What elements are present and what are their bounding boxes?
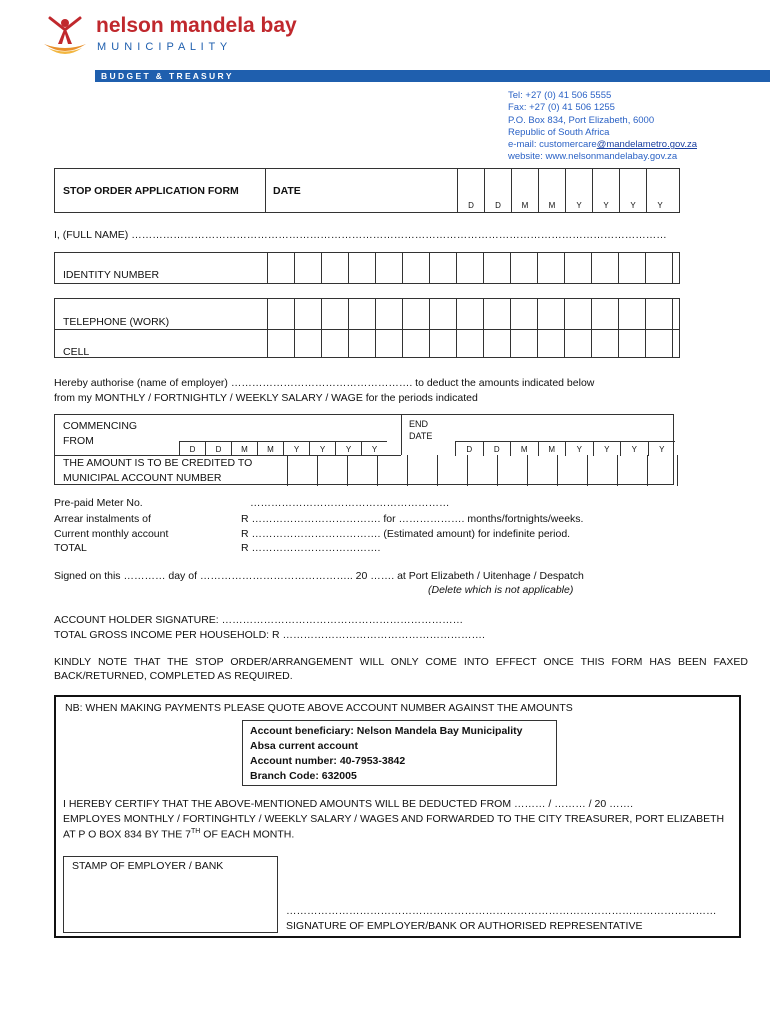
kindly-note-2: BACK/RETURNED, COMPLETED AS REQUIRED. [54,670,293,682]
commencing-cell[interactable]: Y [283,442,309,456]
prepaid-value[interactable]: ………………………………………………… [250,497,450,509]
credit-cells [287,455,707,486]
account-cell[interactable] [437,455,467,486]
municipality-logo [40,14,330,62]
date-cell[interactable]: D [457,169,484,212]
identity-cell[interactable] [267,253,294,283]
certify-line-2: EMPLOYES MONTHLY / FORTINGHTLY / WEEKLY SALARY / WAGES AND FORWARDED TO THE CITY TREASURER, PORT ELIZABETH [63,813,725,825]
phone-cell[interactable] [294,299,321,357]
contact-po-box: P.O. Box 834, Port Elizabeth, 6000 [508,114,655,126]
prepaid-label: Pre-paid Meter No. [54,497,143,509]
phone-cell[interactable] [429,299,456,357]
email-link[interactable]: @mandelametro.gov.za [596,139,697,151]
bank-name: Absa current account [250,740,358,752]
account-cell[interactable] [557,455,587,486]
phone-cell[interactable] [375,299,402,357]
date-cell[interactable]: D [484,169,511,212]
account-cell[interactable] [377,455,407,486]
phone-cell[interactable] [645,299,672,357]
logo-figure-icon [40,14,90,56]
full-name-line[interactable]: I, (FULL NAME) ……………………………………………………………………………………………………………………………………… [54,229,667,241]
payment-box [54,695,741,938]
commencing-label: COMMENCING FROM [63,420,138,447]
end-date-cell[interactable]: Y [565,442,593,456]
certify-line-1[interactable]: I HEREBY CERTIFY THAT THE ABOVE-MENTIONED AMOUNTS WILL BE DEDUCTED FROM ……… / ……… / 20 ……. [63,798,634,810]
contact-block [508,90,697,164]
end-date-cell[interactable]: M [510,442,538,456]
email-prefix: e-mail: customercare [508,139,597,151]
phone-cell[interactable] [537,299,564,357]
signed-line[interactable]: Signed on this ………… day of …………………………………….. 20 ……. at Port Elizabeth / Uitenhage / Despatch [54,570,584,582]
end-date-cell[interactable]: D [483,442,511,456]
identity-cell[interactable] [321,253,348,283]
title-divider [265,169,266,212]
commencing-cell[interactable]: D [179,442,205,456]
form-title: STOP ORDER APPLICATION FORM [63,185,239,197]
current-label: Current monthly account [54,528,169,540]
commencing-cell[interactable]: M [257,442,283,456]
account-cell[interactable] [617,455,647,486]
phone-cell[interactable] [672,299,699,357]
phone-cell[interactable] [267,299,294,357]
nb-note: NB: WHEN MAKING PAYMENTS PLEASE QUOTE ABOVE ACCOUNT NUMBER AGAINST THE AMOUNTS [65,702,573,714]
identity-cell[interactable] [537,253,564,283]
kindly-note-1: KINDLY NOTE THAT THE STOP ORDER/ARRANGEMENT WILL ONLY COME INTO EFFECT ONCE THIS FORM HAS BEEN FAXED [54,656,748,668]
authorise-line-2: from my MONTHLY / FORTNIGHTLY / WEEKLY SALARY / WAGE for the periods indicated [54,392,478,404]
identity-cell[interactable] [402,253,429,283]
phone-cell[interactable] [510,299,537,357]
date-cells [457,169,673,212]
brand-subtitle: M U N I C I P A L I T Y [97,41,229,53]
identity-cell[interactable] [591,253,618,283]
arrear-label: Arrear instalments of [54,513,151,525]
end-date-label: END DATE [409,419,433,441]
end-date-cells [455,441,675,456]
cell-label: CELL [63,346,90,358]
account-cell[interactable] [587,455,617,486]
bank-details-box [242,720,557,786]
end-date-divider [401,415,402,455]
delete-note: (Delete which is not applicable) [428,584,574,596]
phone-cell[interactable] [348,299,375,357]
identity-cell[interactable] [348,253,375,283]
credit-cells-area [287,455,633,486]
phone-cell[interactable] [456,299,483,357]
total-label: TOTAL [54,542,87,554]
brand-name: nelson mandela bay [96,14,297,37]
commencing-cell[interactable]: M [231,442,257,456]
date-cell[interactable]: Y [565,169,592,212]
date-cell[interactable]: Y [619,169,646,212]
end-date-cell[interactable]: D [455,442,483,456]
date-cell[interactable]: M [511,169,538,212]
identity-cell[interactable] [618,253,645,283]
certify-text-b: OF EACH MONTH. [200,828,295,841]
current-value[interactable]: R ………………………………. (Estimated amount) for indefinite period. [241,528,571,540]
phone-cell[interactable] [402,299,429,357]
budget-treasury-banner [95,70,770,82]
identity-cell[interactable] [645,253,672,283]
telephone-cell-block [54,298,680,358]
certify-line-3 [63,828,294,841]
beneficiary: Account beneficiary: Nelson Mandela Bay Municipality [250,725,523,737]
account-number: Account number: 40-7953-3842 [250,755,406,767]
identity-cell[interactable] [294,253,321,283]
phone-cell[interactable] [564,299,591,357]
signature-dots[interactable]: …………………………………………………………………………………………………………… [286,905,717,917]
account-cell[interactable] [467,455,497,486]
arrear-value[interactable]: R ………………………………. for ………………. months/fortnights/weeks. [241,513,584,525]
end-date-cell[interactable]: M [538,442,566,456]
account-cell[interactable] [317,455,347,486]
account-cell[interactable] [497,455,527,486]
account-cell[interactable] [677,455,707,486]
identity-cell[interactable] [456,253,483,283]
certify-superscript: TH [191,828,201,835]
contact-fax: Fax: +27 (0) 41 506 1255 [508,102,615,114]
identity-number-row [54,252,680,284]
date-cell[interactable]: Y [592,169,619,212]
identity-cell[interactable] [510,253,537,283]
contact-tel: Tel: +27 (0) 41 506 5555 [508,90,612,101]
commencing-cell[interactable]: Y [335,442,361,456]
contact-email [508,139,697,151]
end-date-cell[interactable]: Y [620,442,648,456]
date-cell[interactable]: M [538,169,565,212]
contact-country: Republic of South Africa [508,126,610,138]
branch-code: Branch Code: 632005 [250,770,357,782]
account-cell[interactable] [287,455,317,486]
period-table [54,414,674,485]
commencing-cell[interactable]: Y [309,442,335,456]
telephone-cells [267,299,699,357]
phone-cell[interactable] [618,299,645,357]
certify-text-a: AT P O BOX 834 BY THE 7 [63,828,192,841]
identity-label: IDENTITY NUMBER [63,269,160,281]
commencing-cells [179,441,387,456]
contact-website: website: www.nelsonmandelabay.gov.za [508,151,678,163]
signature-label: SIGNATURE OF EMPLOYER/BANK OR AUTHORISED REPRESENTATIVE [286,920,643,932]
account-cell[interactable] [347,455,377,486]
end-date-cell[interactable]: Y [648,442,676,456]
end-date-cell[interactable]: Y [593,442,621,456]
credit-label: THE AMOUNT IS TO BE CREDITED TO MUNICIPAL ACCOUNT NUMBER [63,457,253,484]
account-cell[interactable] [527,455,557,486]
phone-cell[interactable] [321,299,348,357]
banner-text: B U D G E T & T R E A S U R Y [101,71,232,81]
phone-cell[interactable] [483,299,510,357]
stamp-box[interactable] [63,856,278,933]
date-label: DATE [273,185,301,197]
identity-cell[interactable] [483,253,510,283]
account-cell[interactable] [647,455,677,486]
identity-cell[interactable] [429,253,456,283]
date-cell[interactable]: Y [646,169,673,212]
holder-signature-line[interactable]: ACCOUNT HOLDER SIGNATURE: …………………………………………………………… [54,614,464,626]
total-value[interactable]: R ………………………………. [241,542,381,554]
title-date-row [54,168,680,213]
identity-cells [267,253,699,283]
identity-cell[interactable] [672,253,699,283]
gross-income-line[interactable]: TOTAL GROSS INCOME PER HOUSEHOLD: R …………………………………………………. [54,629,485,641]
identity-cell[interactable] [564,253,591,283]
commencing-cell[interactable]: Y [361,442,387,456]
telephone-label: TELEPHONE (WORK) [63,316,170,328]
account-cell[interactable] [407,455,437,486]
identity-cell[interactable] [375,253,402,283]
stamp-label: STAMP OF EMPLOYER / BANK [72,860,224,872]
phone-cell[interactable] [591,299,618,357]
authorise-line-1[interactable]: Hereby authorise (name of employer) ……………………………………………. to deduct the amounts indicated below [54,377,595,389]
commencing-cell[interactable]: D [205,442,231,456]
